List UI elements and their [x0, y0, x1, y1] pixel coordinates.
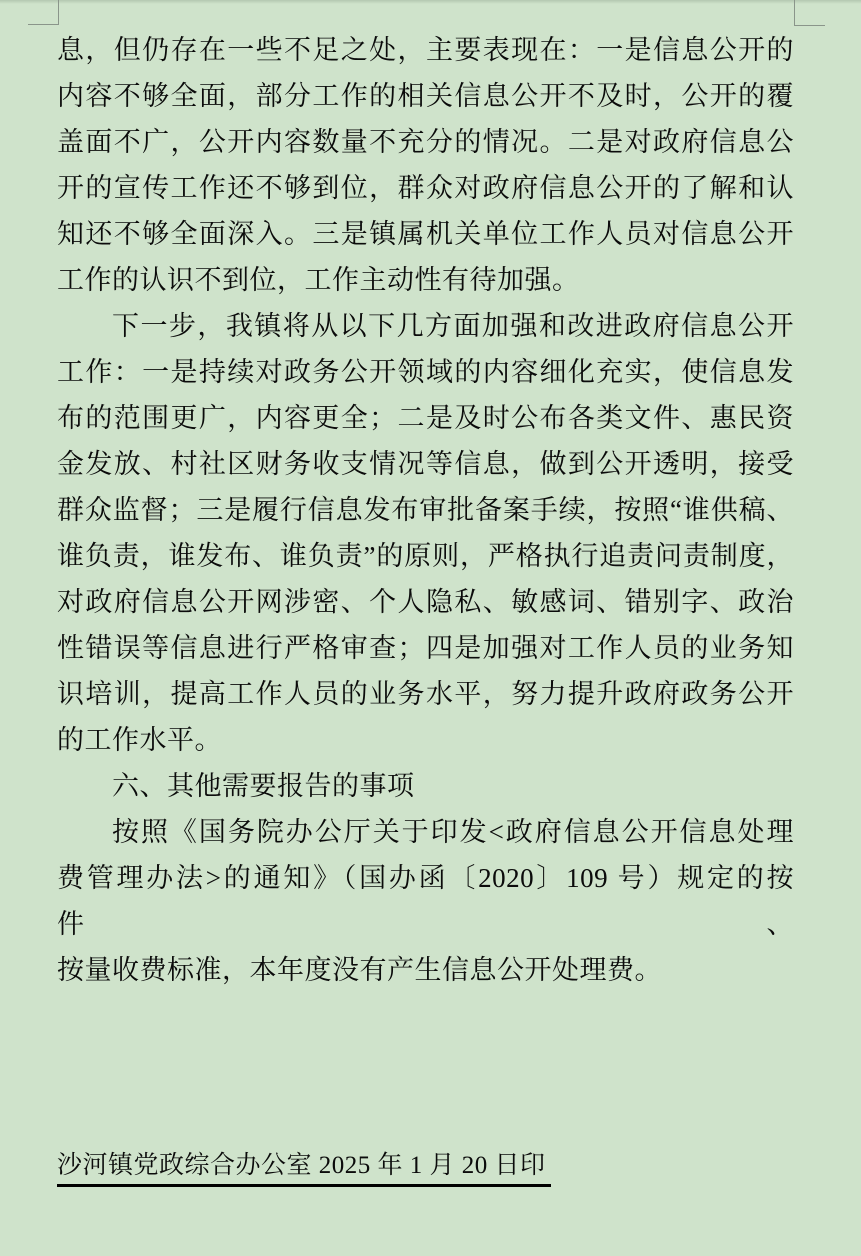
- document-line: 对政府信息公开网涉密、个人隐私、敏感词、错别字、政治: [57, 587, 794, 617]
- document-line: 开的宣传工作还不够到位，群众对政府信息公开的了解和认: [57, 173, 794, 203]
- document-line: 的工作水平。: [57, 725, 222, 755]
- document-line: 按量收费标准，本年度没有产生信息公开处理费。: [57, 955, 662, 985]
- document-line: 工作的认识不到位，工作主动性有待加强。: [57, 265, 580, 295]
- document-line: 按照《国务院办公厅关于印发<政府信息公开信息处理: [112, 817, 794, 847]
- document-line: 工作：一是持续对政务公开领域的内容细化充实，使信息发: [57, 357, 794, 387]
- document-line: 盖面不广，公开内容数量不充分的情况。二是对政府信息公: [57, 127, 794, 157]
- document-line: 息，但仍存在一些不足之处，主要表现在：一是信息公开的: [57, 35, 794, 65]
- page-top-edge: [0, 0, 861, 4]
- document-line: 识培训，提高工作人员的业务水平，努力提升政府政务公开: [57, 679, 794, 709]
- imprint-text: 沙河镇党政综合办公室 2025 年 1 月 20 日印: [57, 1150, 551, 1187]
- document-line: 布的范围更广，内容更全；二是及时公布各类文件、惠民资: [57, 403, 794, 433]
- document-line: 谁负责，谁发布、谁负责”的原则，严格执行追责问责制度，: [57, 541, 794, 571]
- document-line: 金发放、村社区财务收支情况等信息，做到公开透明，接受: [57, 449, 794, 479]
- document-line: 内容不够全面，部分工作的相关信息公开不及时，公开的覆: [57, 81, 794, 111]
- document-line: 六、其他需要报告的事项: [112, 771, 415, 801]
- document-body: [57, 27, 794, 993]
- imprint-line: [57, 1150, 551, 1187]
- margin-mark-top-right: [794, 0, 825, 26]
- document-line: 性错误等信息进行严格审查；四是加强对工作人员的业务知: [57, 633, 794, 663]
- document-line: 群众监督；三是履行信息发布审批备案手续，按照“谁供稿、: [57, 495, 794, 525]
- margin-mark-top-left: [28, 0, 59, 25]
- document-line: 费管理办法>的通知》（国办函〔2020〕109 号）规定的按件、: [57, 863, 794, 939]
- document-line: 下一步，我镇将从以下几方面加强和改进政府信息公开: [112, 311, 794, 341]
- document-line: 知还不够全面深入。三是镇属机关单位工作人员对信息公开: [57, 219, 794, 249]
